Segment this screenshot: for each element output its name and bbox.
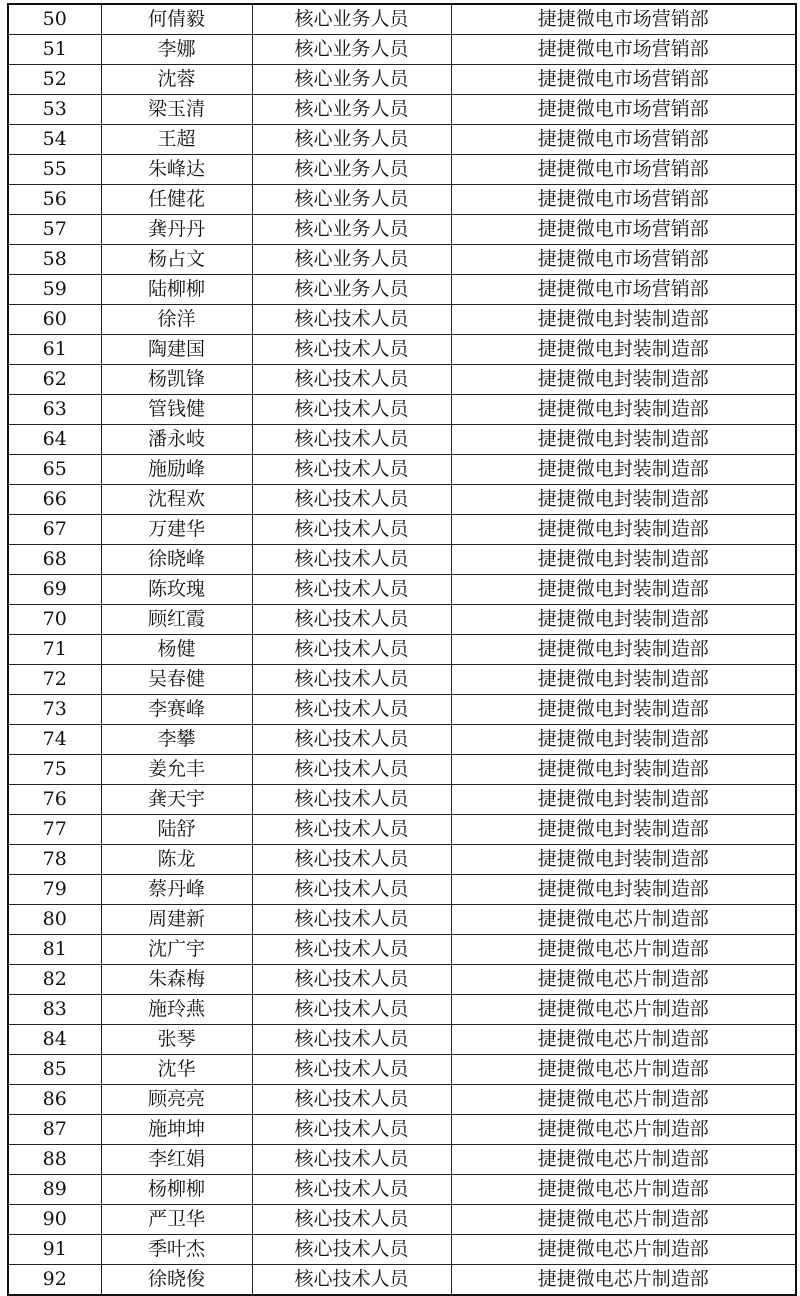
name-cell: 任健花 [101,185,252,215]
row-number-cell: 65 [8,455,101,485]
name-cell: 施励峰 [101,455,252,485]
row-number-cell: 71 [8,635,101,665]
department-cell: 捷捷微电封装制造部 [451,635,796,665]
table-row [8,1115,796,1145]
row-number-cell: 51 [8,35,101,65]
row-number-cell: 59 [8,275,101,305]
role-cell: 核心技术人员 [252,515,451,545]
name-cell: 朱森梅 [101,965,252,995]
role-cell: 核心技术人员 [252,485,451,515]
department-cell: 捷捷微电封装制造部 [451,815,796,845]
table-row [8,725,796,755]
name-cell: 顾红霞 [101,605,252,635]
row-number-cell: 74 [8,725,101,755]
row-number-cell: 91 [8,1235,101,1265]
row-number-cell: 67 [8,515,101,545]
name-cell: 沈广宇 [101,935,252,965]
department-cell: 捷捷微电芯片制造部 [451,965,796,995]
table-row [8,155,796,185]
role-cell: 核心技术人员 [252,845,451,875]
name-cell: 陆柳柳 [101,275,252,305]
department-cell: 捷捷微电封装制造部 [451,485,796,515]
row-number-cell: 89 [8,1175,101,1205]
role-cell: 核心业务人员 [252,4,451,35]
role-cell: 核心业务人员 [252,185,451,215]
role-cell: 核心技术人员 [252,1055,451,1085]
table-row [8,1265,796,1296]
table-row [8,215,796,245]
department-cell: 捷捷微电封装制造部 [451,545,796,575]
department-cell: 捷捷微电封装制造部 [451,845,796,875]
table-row [8,605,796,635]
name-cell: 季叶杰 [101,1235,252,1265]
department-cell: 捷捷微电市场营销部 [451,275,796,305]
department-cell: 捷捷微电封装制造部 [451,305,796,335]
row-number-cell: 50 [8,4,101,35]
name-cell: 张琴 [101,1025,252,1055]
table-row [8,995,796,1025]
department-cell: 捷捷微电封装制造部 [451,335,796,365]
name-cell: 龚丹丹 [101,215,252,245]
role-cell: 核心技术人员 [252,815,451,845]
department-cell: 捷捷微电封装制造部 [451,755,796,785]
row-number-cell: 80 [8,905,101,935]
name-cell: 万建华 [101,515,252,545]
name-cell: 龚天宇 [101,785,252,815]
role-cell: 核心技术人员 [252,665,451,695]
department-cell: 捷捷微电市场营销部 [451,35,796,65]
table-row [8,335,796,365]
department-cell: 捷捷微电封装制造部 [451,785,796,815]
name-cell: 李赛峰 [101,695,252,725]
department-cell: 捷捷微电市场营销部 [451,125,796,155]
department-cell: 捷捷微电封装制造部 [451,395,796,425]
table-row [8,845,796,875]
name-cell: 周建新 [101,905,252,935]
role-cell: 核心技术人员 [252,1085,451,1115]
role-cell: 核心业务人员 [252,65,451,95]
table-row [8,575,796,605]
name-cell: 施坤坤 [101,1115,252,1145]
department-cell: 捷捷微电封装制造部 [451,575,796,605]
role-cell: 核心技术人员 [252,905,451,935]
department-cell: 捷捷微电封装制造部 [451,515,796,545]
role-cell: 核心技术人员 [252,635,451,665]
role-cell: 核心技术人员 [252,755,451,785]
employee-table-body [8,4,796,1295]
role-cell: 核心技术人员 [252,1235,451,1265]
name-cell: 杨占文 [101,245,252,275]
table-row [8,35,796,65]
table-row [8,515,796,545]
name-cell: 李攀 [101,725,252,755]
department-cell: 捷捷微电芯片制造部 [451,1115,796,1145]
row-number-cell: 82 [8,965,101,995]
row-number-cell: 52 [8,65,101,95]
department-cell: 捷捷微电封装制造部 [451,425,796,455]
name-cell: 朱峰达 [101,155,252,185]
department-cell: 捷捷微电市场营销部 [451,155,796,185]
table-row [8,1175,796,1205]
department-cell: 捷捷微电芯片制造部 [451,905,796,935]
employee-table [7,3,797,1296]
row-number-cell: 88 [8,1145,101,1175]
table-row [8,875,796,905]
table-row [8,905,796,935]
role-cell: 核心技术人员 [252,1265,451,1296]
role-cell: 核心业务人员 [252,275,451,305]
row-number-cell: 87 [8,1115,101,1145]
table-row [8,245,796,275]
department-cell: 捷捷微电芯片制造部 [451,935,796,965]
role-cell: 核心技术人员 [252,545,451,575]
department-cell: 捷捷微电芯片制造部 [451,1145,796,1175]
name-cell: 姜允丰 [101,755,252,785]
row-number-cell: 58 [8,245,101,275]
name-cell: 陈玫瑰 [101,575,252,605]
table-row [8,425,796,455]
department-cell: 捷捷微电市场营销部 [451,245,796,275]
row-number-cell: 53 [8,95,101,125]
department-cell: 捷捷微电市场营销部 [451,4,796,35]
row-number-cell: 90 [8,1205,101,1235]
table-row [8,1235,796,1265]
name-cell: 陆舒 [101,815,252,845]
name-cell: 潘永岐 [101,425,252,455]
role-cell: 核心技术人员 [252,965,451,995]
table-row [8,1085,796,1115]
row-number-cell: 72 [8,665,101,695]
table-row [8,95,796,125]
name-cell: 陈龙 [101,845,252,875]
name-cell: 杨凯锋 [101,365,252,395]
role-cell: 核心技术人员 [252,935,451,965]
department-cell: 捷捷微电市场营销部 [451,95,796,125]
name-cell: 何倩毅 [101,4,252,35]
row-number-cell: 79 [8,875,101,905]
row-number-cell: 73 [8,695,101,725]
role-cell: 核心业务人员 [252,95,451,125]
role-cell: 核心技术人员 [252,395,451,425]
table-row [8,1145,796,1175]
row-number-cell: 76 [8,785,101,815]
role-cell: 核心技术人员 [252,785,451,815]
row-number-cell: 63 [8,395,101,425]
row-number-cell: 86 [8,1085,101,1115]
table-row [8,4,796,35]
name-cell: 沈华 [101,1055,252,1085]
name-cell: 徐洋 [101,305,252,335]
row-number-cell: 56 [8,185,101,215]
department-cell: 捷捷微电封装制造部 [451,605,796,635]
name-cell: 沈程欢 [101,485,252,515]
name-cell: 杨柳柳 [101,1175,252,1205]
row-number-cell: 68 [8,545,101,575]
table-row [8,965,796,995]
row-number-cell: 62 [8,365,101,395]
department-cell: 捷捷微电芯片制造部 [451,1265,796,1296]
table-row [8,485,796,515]
row-number-cell: 83 [8,995,101,1025]
department-cell: 捷捷微电封装制造部 [451,875,796,905]
role-cell: 核心业务人员 [252,245,451,275]
table-row [8,1055,796,1085]
department-cell: 捷捷微电封装制造部 [451,365,796,395]
table-row [8,65,796,95]
row-number-cell: 57 [8,215,101,245]
role-cell: 核心技术人员 [252,365,451,395]
role-cell: 核心技术人员 [252,1115,451,1145]
table-row [8,395,796,425]
department-cell: 捷捷微电封装制造部 [451,695,796,725]
name-cell: 梁玉清 [101,95,252,125]
row-number-cell: 55 [8,155,101,185]
table-row [8,125,796,155]
role-cell: 核心技术人员 [252,1175,451,1205]
name-cell: 杨健 [101,635,252,665]
table-row [8,545,796,575]
row-number-cell: 70 [8,605,101,635]
department-cell: 捷捷微电封装制造部 [451,665,796,695]
table-row [8,695,796,725]
role-cell: 核心技术人员 [252,1205,451,1235]
row-number-cell: 78 [8,845,101,875]
role-cell: 核心业务人员 [252,215,451,245]
table-row [8,935,796,965]
name-cell: 蔡丹峰 [101,875,252,905]
table-row [8,275,796,305]
name-cell: 管钱健 [101,395,252,425]
row-number-cell: 84 [8,1025,101,1055]
department-cell: 捷捷微电封装制造部 [451,725,796,755]
name-cell: 沈蓉 [101,65,252,95]
name-cell: 李娜 [101,35,252,65]
row-number-cell: 92 [8,1265,101,1296]
row-number-cell: 69 [8,575,101,605]
table-row [8,755,796,785]
name-cell: 徐晓峰 [101,545,252,575]
name-cell: 徐晓俊 [101,1265,252,1296]
department-cell: 捷捷微电封装制造部 [451,455,796,485]
table-row [8,635,796,665]
department-cell: 捷捷微电芯片制造部 [451,1055,796,1085]
role-cell: 核心技术人员 [252,695,451,725]
department-cell: 捷捷微电市场营销部 [451,65,796,95]
table-row [8,785,796,815]
row-number-cell: 77 [8,815,101,845]
role-cell: 核心技术人员 [252,305,451,335]
role-cell: 核心技术人员 [252,1145,451,1175]
row-number-cell: 54 [8,125,101,155]
name-cell: 李红娟 [101,1145,252,1175]
table-row [8,185,796,215]
row-number-cell: 60 [8,305,101,335]
role-cell: 核心技术人员 [252,875,451,905]
role-cell: 核心技术人员 [252,425,451,455]
department-cell: 捷捷微电芯片制造部 [451,1235,796,1265]
row-number-cell: 85 [8,1055,101,1085]
table-row [8,665,796,695]
role-cell: 核心技术人员 [252,1025,451,1055]
department-cell: 捷捷微电芯片制造部 [451,995,796,1025]
row-number-cell: 61 [8,335,101,365]
role-cell: 核心技术人员 [252,995,451,1025]
role-cell: 核心技术人员 [252,725,451,755]
table-row [8,1025,796,1055]
name-cell: 顾亮亮 [101,1085,252,1115]
name-cell: 严卫华 [101,1205,252,1235]
name-cell: 施玲燕 [101,995,252,1025]
role-cell: 核心技术人员 [252,605,451,635]
department-cell: 捷捷微电市场营销部 [451,185,796,215]
table-row [8,1205,796,1235]
table-row [8,815,796,845]
role-cell: 核心技术人员 [252,335,451,365]
name-cell: 王超 [101,125,252,155]
name-cell: 陶建国 [101,335,252,365]
department-cell: 捷捷微电芯片制造部 [451,1025,796,1055]
row-number-cell: 66 [8,485,101,515]
role-cell: 核心技术人员 [252,575,451,605]
table-row [8,365,796,395]
role-cell: 核心技术人员 [252,455,451,485]
table-row [8,455,796,485]
department-cell: 捷捷微电芯片制造部 [451,1205,796,1235]
table-row [8,305,796,335]
row-number-cell: 64 [8,425,101,455]
role-cell: 核心业务人员 [252,155,451,185]
department-cell: 捷捷微电芯片制造部 [451,1175,796,1205]
row-number-cell: 81 [8,935,101,965]
role-cell: 核心业务人员 [252,35,451,65]
department-cell: 捷捷微电市场营销部 [451,215,796,245]
name-cell: 吴春健 [101,665,252,695]
role-cell: 核心业务人员 [252,125,451,155]
row-number-cell: 75 [8,755,101,785]
department-cell: 捷捷微电芯片制造部 [451,1085,796,1115]
